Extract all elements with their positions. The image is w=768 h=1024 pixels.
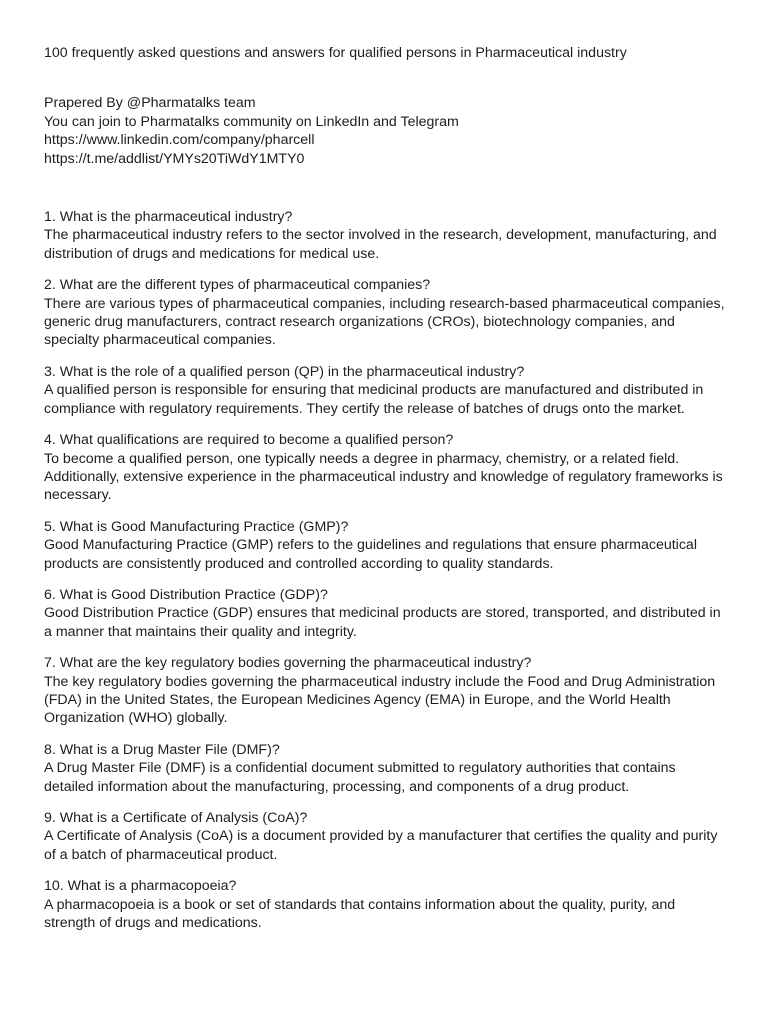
question-text: 2. What are the different types of pharmaceutical companies? [44, 277, 431, 294]
answer-text: A Certificate of Analysis (CoA) is a document provided by a manufacturer that certifies the quality and purity of a batch of pharmaceutical product. [44, 828, 718, 863]
answer-text: To become a qualified person, one typically needs a degree in pharmacy, chemistry, or a related field. Additionally, extensive experience in the pharmaceutical industry and knowledge of regulatory frameworks is necessary. [44, 450, 723, 504]
answer-text: The key regulatory bodies governing the pharmaceutical industry include the Food and Drug Administration (FDA) in the United States, the European Medicines Agency (EMA) in Europe, and the World Health Organization (WHO) globally. [44, 673, 716, 727]
question-text: 3. What is the role of a qualified person (QP) in the pharmaceutical industry? [44, 363, 525, 380]
question-text: 10. What is a pharmacopoeia? [44, 878, 237, 895]
document-title: 100 frequently asked questions and answers for qualified persons in Pharmaceutical industry [44, 45, 627, 61]
qa-item-7 [44, 654, 728, 728]
qa-item-9 [44, 809, 728, 864]
telegram-link[interactable]: https://t.me/addlist/YMYs20TiWdY1MTY0 [44, 150, 305, 167]
qa-item-4 [44, 431, 728, 505]
answer-text: Good Manufacturing Practice (GMP) refers to the guidelines and regulations that ensure pharmaceutical products are consistently produced and controlled according to quality standards. [44, 537, 697, 572]
question-text: 4. What qualifications are required to become a qualified person? [44, 432, 454, 449]
prepared-by-text: Prapered By @Pharmatalks team [44, 95, 256, 112]
linkedin-link[interactable]: https://www.linkedin.com/company/pharcell [44, 132, 315, 149]
qa-list [44, 208, 728, 932]
question-text: 6. What is Good Distribution Practice (GDP)? [44, 586, 328, 603]
qa-item-2 [44, 276, 728, 350]
answer-text: A pharmacopoeia is a book or set of standards that contains information about the quality, purity, and strength of drugs and medications. [44, 896, 676, 932]
answer-text: A Drug Master File (DMF) is a confidential document submitted to regulatory authorities that contains detailed information about the manufacturing, processing, and components of a drug product. [44, 760, 676, 795]
question-text: 9. What is a Certificate of Analysis (CoA)? [44, 810, 308, 826]
qa-item-5 [44, 518, 728, 573]
qa-item-10 [44, 877, 728, 932]
question-text: 5. What is Good Manufacturing Practice (GMP)? [44, 518, 349, 535]
answer-text: Good Distribution Practice (GDP) ensures that medicinal products are stored, transported, and distributed in a manner that maintains their quality and integrity. [44, 605, 721, 640]
qa-item-6 [44, 586, 728, 641]
qa-item-8 [44, 741, 728, 796]
qa-item-1 [44, 208, 728, 263]
answer-text: The pharmaceutical industry refers to the sector involved in the research, development, manufacturing, and distribution of drugs and medications for medical use. [44, 227, 717, 262]
answer-text: A qualified person is responsible for ensuring that medicinal products are manufactured and distributed in compliance with regulatory requirements. They certify the release of batches of drugs onto the market. [44, 382, 704, 417]
qa-item-3 [44, 363, 728, 418]
join-community-text: You can join to Pharmatalks community on LinkedIn and Telegram [44, 113, 459, 130]
question-text: 8. What is a Drug Master File (DMF)? [44, 741, 280, 758]
question-text: 1. What is the pharmaceutical industry? [44, 209, 293, 226]
intro-block [44, 94, 728, 168]
question-text: 7. What are the key regulatory bodies governing the pharmaceutical industry? [44, 655, 532, 672]
answer-text: There are various types of pharmaceutical companies, including research-based pharmaceutical companies, generic drug manufacturers, contract research organizations (CROs), biotechnology companies, and specialty pharmaceutical companies. [44, 295, 725, 349]
